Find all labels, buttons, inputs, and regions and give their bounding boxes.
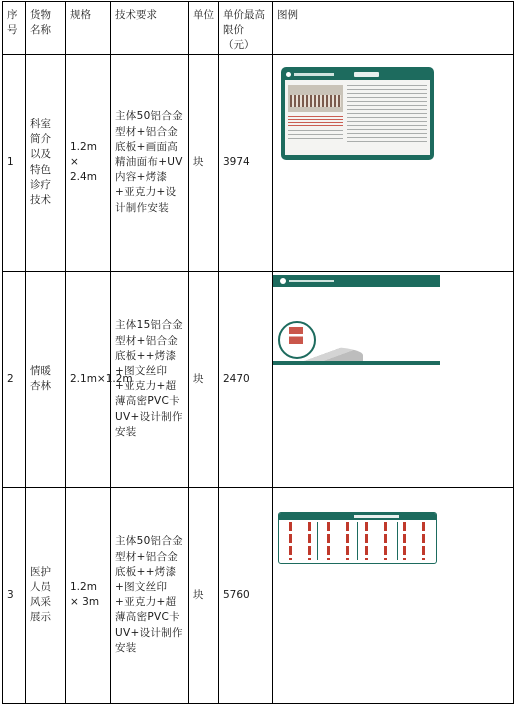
board-thumbnail-2-icon [273,275,440,368]
row-price: 2470 [219,271,273,487]
header-unit: 单位 [189,2,219,55]
header-spec: 规格 [66,2,111,55]
row-spec: 1.2m × 2.4m [66,54,111,271]
row-spec: 1.2m × 3m [66,487,111,703]
row-name: 医护人员风采展示 [26,487,66,703]
row-image-cell [273,271,514,487]
row-index: 2 [3,271,26,487]
row-price: 5760 [219,487,273,703]
row-unit: 块 [189,487,219,703]
row-name: 情暖杏林 [26,271,66,487]
header-index: 序号 [3,2,26,55]
procurement-spec-table [2,1,514,704]
table-row [3,54,514,271]
row-unit: 块 [189,271,219,487]
header-price: 单价最高限价（元） [219,2,273,55]
row-image-cell [273,487,514,703]
row-tech: 主体50铝合金型材+铝合金底板++烤漆+图文丝印+亚克力+超薄高密PVC卡UV+设计制作安装 [111,487,189,703]
header-tech: 技术要求 [111,2,189,55]
board-thumbnail-1-icon [281,67,434,160]
board-thumbnail-3-icon [278,512,437,564]
header-image: 图例 [273,2,514,55]
row-name: 科室简介以及特色诊疗技术 [26,54,66,271]
table-row [3,271,514,487]
table-row [3,487,514,703]
row-tech: 主体15铝合金型材+铝合金底板++烤漆+图文丝印+亚克力+超薄高密PVC卡UV+设计制作安装 [111,271,189,487]
row-tech: 主体50铝合金型材+铝合金底板+画面高精油面布+UV内容+烤漆+亚克力+设计制作安装 [111,54,189,271]
row-spec: 2.1m×1.2m [66,271,111,487]
table-header-row [3,2,514,55]
header-name: 货物名称 [26,2,66,55]
row-unit: 块 [189,54,219,271]
row-index: 1 [3,54,26,271]
row-index: 3 [3,487,26,703]
row-price: 3974 [219,54,273,271]
row-image-cell [273,54,514,271]
